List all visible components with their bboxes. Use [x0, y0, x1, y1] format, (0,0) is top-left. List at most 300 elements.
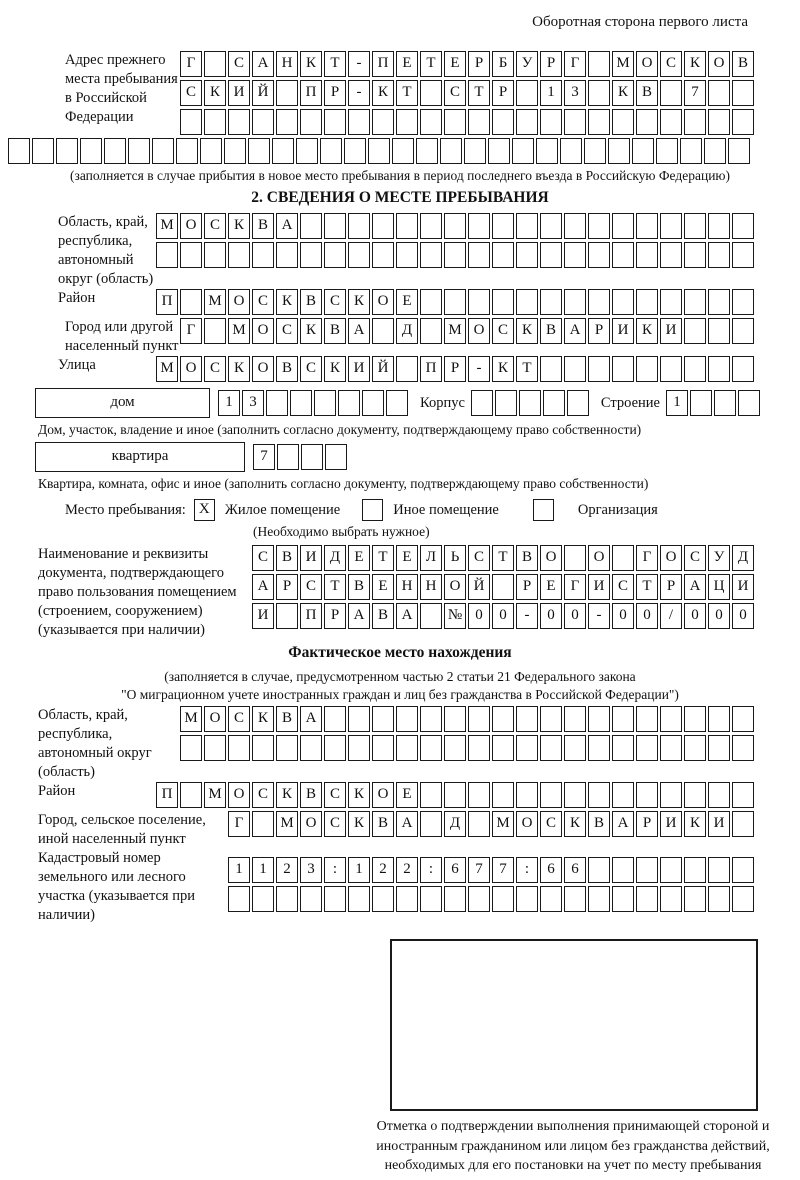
- char-cell[interactable]: И: [228, 80, 250, 106]
- char-cell[interactable]: С: [252, 545, 274, 571]
- char-cell[interactable]: [228, 109, 250, 135]
- char-cell[interactable]: [543, 390, 565, 416]
- char-cell[interactable]: [690, 390, 712, 416]
- char-cell[interactable]: [416, 138, 438, 164]
- char-cell[interactable]: [516, 242, 538, 268]
- char-cell[interactable]: О: [516, 811, 538, 837]
- char-cell[interactable]: У: [516, 51, 538, 77]
- char-cell[interactable]: Р: [468, 51, 490, 77]
- char-cell[interactable]: 2: [276, 857, 298, 883]
- char-cell[interactable]: [612, 545, 634, 571]
- char-cell[interactable]: П: [420, 356, 442, 382]
- char-cell[interactable]: [564, 242, 586, 268]
- char-cell[interactable]: [540, 735, 562, 761]
- char-cell[interactable]: В: [540, 318, 562, 344]
- char-cell[interactable]: [732, 213, 754, 239]
- char-cell[interactable]: [372, 318, 394, 344]
- char-cell[interactable]: [612, 886, 634, 912]
- char-cell[interactable]: [296, 138, 318, 164]
- char-cell[interactable]: С: [252, 289, 274, 315]
- char-cell[interactable]: [588, 782, 610, 808]
- char-cell[interactable]: К: [684, 811, 706, 837]
- char-cell[interactable]: М: [156, 356, 178, 382]
- char-cell[interactable]: [708, 80, 730, 106]
- char-cell[interactable]: [516, 735, 538, 761]
- char-cell[interactable]: [324, 109, 346, 135]
- char-cell[interactable]: А: [252, 51, 274, 77]
- char-cell[interactable]: О: [372, 782, 394, 808]
- char-cell[interactable]: Е: [372, 574, 394, 600]
- char-cell[interactable]: [266, 390, 288, 416]
- char-cell[interactable]: [372, 735, 394, 761]
- char-cell[interactable]: [396, 213, 418, 239]
- char-cell[interactable]: [660, 109, 682, 135]
- char-cell[interactable]: [684, 109, 706, 135]
- char-cell[interactable]: [468, 886, 490, 912]
- char-cell[interactable]: [636, 706, 658, 732]
- char-cell[interactable]: [660, 242, 682, 268]
- char-cell[interactable]: [612, 289, 634, 315]
- char-cell[interactable]: В: [516, 545, 538, 571]
- char-cell[interactable]: И: [660, 318, 682, 344]
- char-cell[interactable]: С: [660, 51, 682, 77]
- char-cell[interactable]: [684, 706, 706, 732]
- char-cell[interactable]: [492, 706, 514, 732]
- char-cell[interactable]: [420, 213, 442, 239]
- char-cell[interactable]: С: [228, 706, 250, 732]
- char-cell[interactable]: И: [348, 356, 370, 382]
- char-cell[interactable]: И: [708, 811, 730, 837]
- char-cell[interactable]: 7: [253, 444, 275, 470]
- char-cell[interactable]: [8, 138, 30, 164]
- char-cell[interactable]: Г: [636, 545, 658, 571]
- char-cell[interactable]: [444, 735, 466, 761]
- char-cell[interactable]: 0: [732, 603, 754, 629]
- char-cell[interactable]: Р: [636, 811, 658, 837]
- char-cell[interactable]: 6: [444, 857, 466, 883]
- char-cell[interactable]: №: [444, 603, 466, 629]
- char-cell[interactable]: [708, 782, 730, 808]
- char-cell[interactable]: [204, 735, 226, 761]
- char-cell[interactable]: О: [540, 545, 562, 571]
- char-cell[interactable]: [540, 289, 562, 315]
- char-cell[interactable]: [348, 735, 370, 761]
- char-cell[interactable]: 7: [468, 857, 490, 883]
- char-cell[interactable]: [440, 138, 462, 164]
- char-cell[interactable]: [396, 886, 418, 912]
- char-cell[interactable]: С: [324, 811, 346, 837]
- char-cell[interactable]: [564, 706, 586, 732]
- char-cell[interactable]: В: [588, 811, 610, 837]
- char-cell[interactable]: [564, 782, 586, 808]
- char-cell[interactable]: [588, 857, 610, 883]
- char-cell[interactable]: [300, 886, 322, 912]
- char-cell[interactable]: В: [276, 706, 298, 732]
- char-cell[interactable]: [588, 242, 610, 268]
- char-cell[interactable]: [396, 109, 418, 135]
- char-cell[interactable]: [204, 242, 226, 268]
- char-cell[interactable]: С: [468, 545, 490, 571]
- char-cell[interactable]: [32, 138, 54, 164]
- char-cell[interactable]: У: [708, 545, 730, 571]
- char-cell[interactable]: [732, 811, 754, 837]
- char-cell[interactable]: Е: [348, 545, 370, 571]
- char-cell[interactable]: В: [372, 811, 394, 837]
- char-cell[interactable]: Ц: [708, 574, 730, 600]
- char-cell[interactable]: К: [372, 80, 394, 106]
- char-cell[interactable]: [732, 735, 754, 761]
- char-cell[interactable]: [276, 242, 298, 268]
- char-cell[interactable]: [492, 782, 514, 808]
- char-cell[interactable]: [372, 886, 394, 912]
- char-cell[interactable]: 6: [540, 857, 562, 883]
- char-cell[interactable]: В: [300, 782, 322, 808]
- char-cell[interactable]: Р: [276, 574, 298, 600]
- char-cell[interactable]: К: [228, 356, 250, 382]
- char-cell[interactable]: П: [156, 782, 178, 808]
- char-cell[interactable]: 3: [300, 857, 322, 883]
- char-cell[interactable]: Р: [444, 356, 466, 382]
- char-cell[interactable]: А: [348, 603, 370, 629]
- char-cell[interactable]: -: [588, 603, 610, 629]
- char-cell[interactable]: О: [180, 213, 202, 239]
- char-cell[interactable]: [732, 356, 754, 382]
- checkbox-org[interactable]: [533, 499, 554, 521]
- char-cell[interactable]: Т: [324, 574, 346, 600]
- char-cell[interactable]: [660, 886, 682, 912]
- char-cell[interactable]: [660, 80, 682, 106]
- char-cell[interactable]: [540, 706, 562, 732]
- char-cell[interactable]: Й: [468, 574, 490, 600]
- char-cell[interactable]: Д: [396, 318, 418, 344]
- char-cell[interactable]: [176, 138, 198, 164]
- char-cell[interactable]: В: [276, 545, 298, 571]
- char-cell[interactable]: А: [300, 706, 322, 732]
- char-cell[interactable]: [588, 886, 610, 912]
- char-cell[interactable]: 0: [684, 603, 706, 629]
- char-cell[interactable]: [636, 857, 658, 883]
- char-cell[interactable]: Р: [660, 574, 682, 600]
- char-cell[interactable]: [636, 782, 658, 808]
- char-cell[interactable]: [612, 706, 634, 732]
- char-cell[interactable]: 0: [564, 603, 586, 629]
- char-cell[interactable]: [680, 138, 702, 164]
- char-cell[interactable]: [708, 356, 730, 382]
- char-cell[interactable]: [301, 444, 323, 470]
- char-cell[interactable]: Т: [492, 545, 514, 571]
- char-cell[interactable]: [636, 242, 658, 268]
- char-cell[interactable]: Р: [540, 51, 562, 77]
- char-cell[interactable]: А: [684, 574, 706, 600]
- char-cell[interactable]: А: [252, 574, 274, 600]
- char-cell[interactable]: [338, 390, 360, 416]
- char-cell[interactable]: [320, 138, 342, 164]
- char-cell[interactable]: [420, 735, 442, 761]
- char-cell[interactable]: Т: [420, 51, 442, 77]
- char-cell[interactable]: [468, 811, 490, 837]
- char-cell[interactable]: [276, 735, 298, 761]
- char-cell[interactable]: [660, 782, 682, 808]
- char-cell[interactable]: [56, 138, 78, 164]
- char-cell[interactable]: [464, 138, 486, 164]
- char-cell[interactable]: [564, 109, 586, 135]
- char-cell[interactable]: [420, 80, 442, 106]
- char-cell[interactable]: К: [348, 289, 370, 315]
- char-cell[interactable]: М: [444, 318, 466, 344]
- char-cell[interactable]: [420, 782, 442, 808]
- char-cell[interactable]: С: [324, 289, 346, 315]
- char-cell[interactable]: [276, 109, 298, 135]
- char-cell[interactable]: [420, 289, 442, 315]
- char-cell[interactable]: О: [180, 356, 202, 382]
- char-cell[interactable]: [564, 289, 586, 315]
- char-cell[interactable]: [516, 782, 538, 808]
- char-cell[interactable]: [420, 811, 442, 837]
- char-cell[interactable]: М: [204, 782, 226, 808]
- char-cell[interactable]: [368, 138, 390, 164]
- char-cell[interactable]: [732, 706, 754, 732]
- char-cell[interactable]: [324, 213, 346, 239]
- char-cell[interactable]: [684, 242, 706, 268]
- char-cell[interactable]: Е: [444, 51, 466, 77]
- char-cell[interactable]: [252, 886, 274, 912]
- char-cell[interactable]: К: [684, 51, 706, 77]
- char-cell[interactable]: [612, 857, 634, 883]
- char-cell[interactable]: [392, 138, 414, 164]
- char-cell[interactable]: [276, 80, 298, 106]
- char-cell[interactable]: С: [276, 318, 298, 344]
- char-cell[interactable]: [512, 138, 534, 164]
- char-cell[interactable]: [708, 706, 730, 732]
- char-cell[interactable]: В: [636, 80, 658, 106]
- char-cell[interactable]: С: [300, 356, 322, 382]
- char-cell[interactable]: П: [300, 603, 322, 629]
- char-cell[interactable]: [492, 289, 514, 315]
- char-cell[interactable]: Д: [324, 545, 346, 571]
- char-cell[interactable]: В: [300, 289, 322, 315]
- char-cell[interactable]: С: [300, 574, 322, 600]
- char-cell[interactable]: [492, 735, 514, 761]
- char-cell[interactable]: [180, 109, 202, 135]
- char-cell[interactable]: [684, 356, 706, 382]
- char-cell[interactable]: 0: [492, 603, 514, 629]
- char-cell[interactable]: [588, 80, 610, 106]
- char-cell[interactable]: С: [612, 574, 634, 600]
- checkbox-inoe[interactable]: [362, 499, 383, 521]
- char-cell[interactable]: О: [204, 706, 226, 732]
- char-cell[interactable]: [636, 109, 658, 135]
- char-cell[interactable]: [588, 706, 610, 732]
- char-cell[interactable]: М: [228, 318, 250, 344]
- char-cell[interactable]: [492, 574, 514, 600]
- char-cell[interactable]: [564, 886, 586, 912]
- char-cell[interactable]: С: [204, 356, 226, 382]
- char-cell[interactable]: [732, 80, 754, 106]
- char-cell[interactable]: В: [324, 318, 346, 344]
- char-cell[interactable]: [588, 213, 610, 239]
- char-cell[interactable]: [519, 390, 541, 416]
- char-cell[interactable]: [252, 242, 274, 268]
- char-cell[interactable]: М: [204, 289, 226, 315]
- char-cell[interactable]: [420, 706, 442, 732]
- char-cell[interactable]: [180, 782, 202, 808]
- char-cell[interactable]: [444, 886, 466, 912]
- char-cell[interactable]: О: [252, 318, 274, 344]
- char-cell[interactable]: :: [324, 857, 346, 883]
- char-cell[interactable]: [156, 242, 178, 268]
- char-cell[interactable]: М: [180, 706, 202, 732]
- char-cell[interactable]: [495, 390, 517, 416]
- char-cell[interactable]: К: [564, 811, 586, 837]
- char-cell[interactable]: С: [540, 811, 562, 837]
- char-cell[interactable]: Г: [180, 51, 202, 77]
- char-cell[interactable]: К: [324, 356, 346, 382]
- char-cell[interactable]: [708, 213, 730, 239]
- char-cell[interactable]: [540, 356, 562, 382]
- char-cell[interactable]: [444, 213, 466, 239]
- char-cell[interactable]: [584, 138, 606, 164]
- char-cell[interactable]: 0: [540, 603, 562, 629]
- char-cell[interactable]: 3: [242, 390, 264, 416]
- char-cell[interactable]: 1: [540, 80, 562, 106]
- char-cell[interactable]: К: [348, 811, 370, 837]
- char-cell[interactable]: И: [588, 574, 610, 600]
- char-cell[interactable]: [204, 318, 226, 344]
- char-cell[interactable]: Г: [564, 574, 586, 600]
- char-cell[interactable]: Б: [492, 51, 514, 77]
- char-cell[interactable]: [488, 138, 510, 164]
- char-cell[interactable]: А: [348, 318, 370, 344]
- char-cell[interactable]: Р: [516, 574, 538, 600]
- char-cell[interactable]: Е: [396, 51, 418, 77]
- char-cell[interactable]: [372, 109, 394, 135]
- char-cell[interactable]: [444, 706, 466, 732]
- char-cell[interactable]: Ь: [444, 545, 466, 571]
- char-cell[interactable]: [80, 138, 102, 164]
- char-cell[interactable]: П: [372, 51, 394, 77]
- char-cell[interactable]: [516, 109, 538, 135]
- char-cell[interactable]: [468, 213, 490, 239]
- char-cell[interactable]: [708, 242, 730, 268]
- char-cell[interactable]: [252, 811, 274, 837]
- char-cell[interactable]: Г: [180, 318, 202, 344]
- char-cell[interactable]: [362, 390, 384, 416]
- char-cell[interactable]: [272, 138, 294, 164]
- char-cell[interactable]: 1: [666, 390, 688, 416]
- char-cell[interactable]: [732, 289, 754, 315]
- char-cell[interactable]: [324, 706, 346, 732]
- char-cell[interactable]: [372, 242, 394, 268]
- char-cell[interactable]: О: [228, 289, 250, 315]
- char-cell[interactable]: 0: [612, 603, 634, 629]
- char-cell[interactable]: [492, 109, 514, 135]
- char-cell[interactable]: 2: [372, 857, 394, 883]
- char-cell[interactable]: [444, 109, 466, 135]
- char-cell[interactable]: [314, 390, 336, 416]
- char-cell[interactable]: [632, 138, 654, 164]
- char-cell[interactable]: Т: [396, 80, 418, 106]
- char-cell[interactable]: [420, 318, 442, 344]
- char-cell[interactable]: К: [300, 51, 322, 77]
- char-cell[interactable]: [276, 603, 298, 629]
- char-cell[interactable]: [540, 213, 562, 239]
- char-cell[interactable]: О: [228, 782, 250, 808]
- char-cell[interactable]: Т: [636, 574, 658, 600]
- char-cell[interactable]: [104, 138, 126, 164]
- char-cell[interactable]: [516, 80, 538, 106]
- char-cell[interactable]: [248, 138, 270, 164]
- char-cell[interactable]: [738, 390, 760, 416]
- char-cell[interactable]: [540, 109, 562, 135]
- char-cell[interactable]: С: [204, 213, 226, 239]
- char-cell[interactable]: [636, 356, 658, 382]
- char-cell[interactable]: [348, 109, 370, 135]
- char-cell[interactable]: 1: [252, 857, 274, 883]
- house-type-box[interactable]: дом: [35, 388, 210, 418]
- char-cell[interactable]: М: [612, 51, 634, 77]
- char-cell[interactable]: [684, 289, 706, 315]
- char-cell[interactable]: О: [660, 545, 682, 571]
- char-cell[interactable]: [612, 109, 634, 135]
- char-cell[interactable]: Р: [324, 80, 346, 106]
- char-cell[interactable]: [348, 886, 370, 912]
- char-cell[interactable]: Р: [492, 80, 514, 106]
- char-cell[interactable]: Е: [540, 574, 562, 600]
- char-cell[interactable]: Т: [468, 80, 490, 106]
- char-cell[interactable]: [444, 289, 466, 315]
- char-cell[interactable]: [324, 735, 346, 761]
- char-cell[interactable]: И: [252, 603, 274, 629]
- char-cell[interactable]: [396, 735, 418, 761]
- char-cell[interactable]: О: [444, 574, 466, 600]
- char-cell[interactable]: П: [300, 80, 322, 106]
- char-cell[interactable]: [588, 51, 610, 77]
- checkbox-zhiloe[interactable]: X: [194, 499, 215, 521]
- char-cell[interactable]: [277, 444, 299, 470]
- char-cell[interactable]: 0: [468, 603, 490, 629]
- char-cell[interactable]: [348, 706, 370, 732]
- char-cell[interactable]: С: [684, 545, 706, 571]
- char-cell[interactable]: [420, 886, 442, 912]
- char-cell[interactable]: В: [372, 603, 394, 629]
- char-cell[interactable]: К: [348, 782, 370, 808]
- char-cell[interactable]: [732, 857, 754, 883]
- char-cell[interactable]: [588, 289, 610, 315]
- char-cell[interactable]: [684, 318, 706, 344]
- char-cell[interactable]: [420, 242, 442, 268]
- char-cell[interactable]: [300, 109, 322, 135]
- char-cell[interactable]: [732, 782, 754, 808]
- char-cell[interactable]: 3: [564, 80, 586, 106]
- char-cell[interactable]: [300, 213, 322, 239]
- char-cell[interactable]: [560, 138, 582, 164]
- char-cell[interactable]: Й: [372, 356, 394, 382]
- char-cell[interactable]: Д: [444, 811, 466, 837]
- char-cell[interactable]: И: [660, 811, 682, 837]
- char-cell[interactable]: М: [276, 811, 298, 837]
- char-cell[interactable]: 0: [636, 603, 658, 629]
- char-cell[interactable]: [516, 706, 538, 732]
- char-cell[interactable]: Д: [732, 545, 754, 571]
- char-cell[interactable]: [468, 706, 490, 732]
- char-cell[interactable]: [348, 213, 370, 239]
- char-cell[interactable]: [708, 109, 730, 135]
- char-cell[interactable]: [660, 857, 682, 883]
- char-cell[interactable]: О: [636, 51, 658, 77]
- char-cell[interactable]: [612, 242, 634, 268]
- char-cell[interactable]: [252, 109, 274, 135]
- char-cell[interactable]: 7: [492, 857, 514, 883]
